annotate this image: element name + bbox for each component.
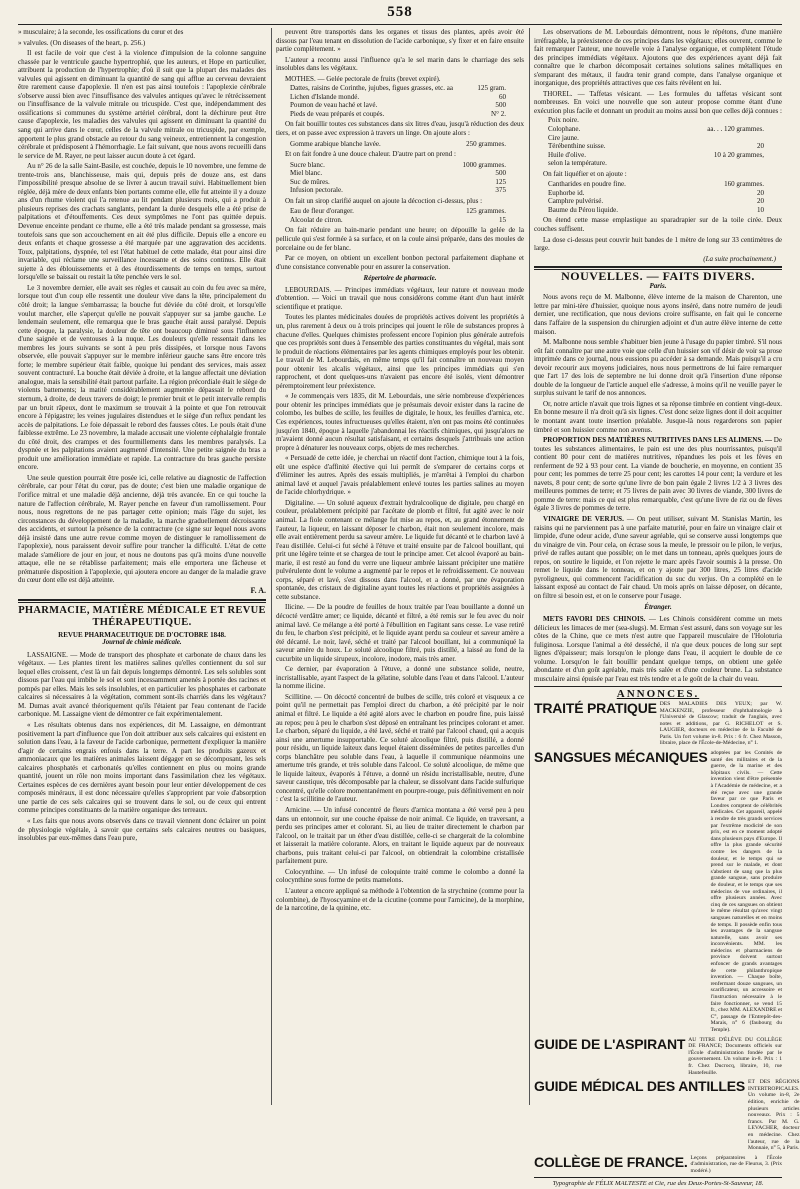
article-paragraph: Ilicine. — De la poudre de feuilles de houx traitée par l'eau bouillante a donné un décocté verdâtre amer; ce liquide, décanté et filtré, a été remis sur le feu avec du noir animal lavé. Ce mélange a été porté à l'ébullition en l'agitant sans cesse. Le vase retiré du feu, le charbon s'est précipité, et le liquide ayant perdu sa couleur et saveur amère a été décanté. Le noir, lavé, séché et traité par l'alcool bouillant, lui a communiqué la saveur amère du houx. Le soluté alcoolique filtré, puis distillé, a laissé au fond de la cucurbite un liquide sirupeux, incolore, inodore, mais très amer. [276, 603, 524, 663]
news-item-title: METS FAVORI DES CHINOIS. [543, 615, 646, 623]
advertisement [534, 701, 782, 747]
news-item-text: De toutes les substances alimentaires, le pain est une des plus nourrissantes, puisqu'il contient 80 pour cent de matières nutritives, répandues les pois et les fèves en renferment de 92 à 93 pour cent. La viande de boucherie, en moyenne, en contient 35 pour cent; les pommes de terre 25 pour cent; les carottes 14 pour cent; la verdure et les navets, 8 pour cent; de sorte qu'une livre de bon pain égale 2 livres 1/2 à 3 livres des meilleures pommes de terre; et 75 livres de pain avec 30 livres de viande, 300 livres de pomme de terre: mais ce qui est plus remarquable, c'est qu'une livre de riz ou de fèves égale 3 livres de pommes de terre. [534, 436, 782, 513]
ad-headline: COLLÈGE DE FRANCE. [534, 1153, 688, 1170]
article-paragraph: Le 3 novembre dernier, elle avait ses règles et causait au coin du feu avec sa mère, lorsque tout d'un coup elle ressentit une douleur vive dans la tête, principalement du côté droit; la langue s'embarrassa; la bouche fut déviée du côté droit, et lorsqu'elle voulut marcher, elle s'aperçut qu'elle ne pouvait s'appuyer sur sa jambe gauche. Le lendemain seulement, elle remarqua que le bras gauche était aussi paralysé. Depuis cette époque, la paralysie, la douleur de tête ont beaucoup diminué sous l'influence d'une saignée et de ventouses à la nuque. Les douleurs qu'elle ressentait dans les membres les jours suivants se sont à peu près dissipées, et lorsque nous l'avons observée, elle pouvait s'appuyer sur le membre inférieur gauche sans être encore très forte; le membre supérieur était faible, quoique lui pendant des services, mais assez souvent contracturé. La bouche était déviée à droite, et la langue affectait une déviation analogue, mais la sensibilité était partout parfaite. La région précordiale était le siège de violents battements; la matité considérablement augmentée dépassait le rebord du sternum, à droite, de deux travers de doigt; le premier bruit et le petit intervalle remplis par un bruit râpeux, dont le maximum se trouvait à la pointe et que l'on retrouvait encore à l'épigastre; les veines jugulaires distendues et le siège d'un reflux pendant les accès de palpitations. Le foie dépassait le rebord des fausses côtes. Le pouls était d'une faiblesse extrême. Le 23 novembre, la malade accusait une violente céphalalgie frontale du côté droit, des crampes et des fourmillements dans les membres paralysés. La dyspnée et les palpitations avaient augmenté d'intensité. Une petite saignée du bras a produit une amélioration immédiate et rapide. La contracture du bras gauche persiste encore. [18, 283, 266, 472]
ad-body: DES MALADIES DES YEUX; par W. MACKENZIE, professeur d'ophthalmologie à l'Université de Glascow; traduit de l'anglais, avec notes et additions, par G. RICHELOT et S. LAUGIER, docteurs en médecine de la Faculté de Paris. Un fort volume in-8. Prix : 6 fr. Chez Masson, libraire, place de l'École-de-Médecine, n° 1. [659, 700, 782, 747]
article-paragraph: On fait un sirop clarifié auquel on ajoute la décoction ci-dessus, plus : [285, 196, 483, 205]
article-paragraph: Au n° 26 de la salle Saint-Basile, est couchée, depuis le 10 novembre, une femme de trente-trois ans, blanchisseuse, mais qui, depuis près de douze ans, est dans l'impossibilité presque absolue de se livrer à aucun travail suivi. Habituellement bien réglée, déjà mère de deux enfants bien portants comme elle, elle fut atteinte il y a douze ans d'un rhume violent qui l'a retenue au lit pendant plusieurs mois, qui a produit à plusieurs reprises des crachats sanglants, pendant la durée desquels elle a été prise de palpitations et d'étouffements. Ces deux symptômes ne l'ont pas quittée depuis. Devenue enceinte pendant ce rhume, elle a été très malade pendant sa grossesse, mais toutefois sans que son accouchement en ait été plus difficile. Depuis elle a encore eu deux enfants et chaque grossesse a été marquée par une aggravation des accidents. Toux, palpitations, dyspnée, tel est l'état habituel de cette malade, état pour ainsi dire invariable, qui réclame une surveillance incessante et des soins continus. Elle était sujette à des éblouissements et à des étourdissements de temps en temps, surtout lorsqu'elle se baissait ou restait la tête penchée vers le sol. [18, 162, 266, 282]
news-item [534, 615, 782, 683]
recipe-row: Pieds de veau préparés et coupés. N° 2. [290, 109, 506, 118]
article-paragraph: La dose ci-dessus peut couvrir huit bandes de 1 mètre de long sur 33 centimètres de large. [534, 235, 782, 253]
recipe-list [290, 161, 524, 195]
recipe-row: Cantharides en poudre fine. 160 grammes. [548, 180, 764, 189]
advertisement [534, 1155, 782, 1175]
article-paragraph: L'auteur a encore appliqué sa méthode à l'obtention de la strychnine (comme pour la colombine), de l'hyoscyamine et de la cicutine (comme pour l'arnicine), de la morphine, de la narcotine, de la quinine, etc. [276, 886, 524, 913]
advertisement [534, 750, 782, 1034]
subsection-title: REVUE PHARMACEUTIQUE DE D'OCTOBRE 1848. [58, 630, 226, 639]
recipe-row: Eau de fleur d'oranger. 125 grammes. [290, 207, 506, 216]
recipe-list [548, 116, 782, 167]
article-paragraph: Nous avons reçu de M. Malbonne, élève interne de la maison de Charenton, une lettre par mini-tère d'huissier, quoique nous ayons inséré, dans notre numéro de jeudi dernier, une rectification, que nous devions croire suffisante, en fait qui le concerne dans l'affaire de la suspension du chirurgien adjoint et d'un autre élève interne de cette maison. [534, 293, 782, 336]
news-item [534, 515, 782, 600]
location-heading: Paris. [649, 281, 667, 290]
article-paragraph: Digitaline. — Un soluté aqueux d'extrait hydralcoolique de digitale, peu chargé en couleur, préalablement précipité par l'acétate de plomb et filtré, fut agité avec le noir animal. La fiole contenant ce mélange fut mise au repos, et, au grand étonnement de l'auteur, la liqueur, en laissant déposer le charbon, était non seulement incolore, mais elle avait entièrement perdu sa saveur amère. Le liquide fut décanté et le charbon lavé à l'eau distillée. Celui-ci fut séché à l'étuve et traité ensuite par de l'alcool bouillant, qui prit une légère teinte et se chargea de tout le principe amer. Cet alcool évaporé au bain-marie, il est resté au fond du verre une liqueur ambrée laissant précipiter une matière pulvérulente dont le volume a augmenté par le repos et le refroidissement. Ce nouveau corps, séparé et lavé, s'est dissous dans l'alcool, et a donné, par une évaporation spontanée, des cristaux de digitaline ayant toutes les réactions et propriétés assignées à cette substance. [276, 498, 524, 601]
subsection-title: Répertoire de pharmacie. [363, 274, 437, 283]
announcements-title: ANNONCES. [616, 688, 700, 701]
recipe-row: Suc de mûres. 125 [290, 177, 506, 186]
article-paragraph: Une seule question pourrait être posée ici, celle relative au diagnostic de l'affection cérébrale, car pour l'état du cœur, pas de doute; c'est bien une maladie organique de l'orifice mitral et une maladie déjà ancienne, déjà très avancée. En ce qui touche la nature de l'affection cérébrale, M. Rayer penche en faveur d'un ramollissement. Pour nous, nous regrettons de ne pas partager cette opinion; mais l'âge du sujet, les circonstances du développement de la maladie, la marche graduellement décroissante des accidents, et surtout la présence de la contracture (ce signe sur lequel nous avons déjà insisté dans une autre revue comme moyen de distinguer le ramollissement de l'apoplexie), nous paraissent devoir suffire pour trancher la difficulté. L'état de cette malade s'améliore de jour en jour, et nous ne doutons pas qu'à moins d'une nouvelle attaque, elle ne se rétablisse parfaitement; mais elle emportera une fâcheuse et prématurée disposition à l'apoplexie, qui ajoutera encore au danger de la maladie grave du cœur dont elle est déjà atteinte. [18, 473, 266, 585]
article-paragraph: On fait liquéfier et on ajoute : [543, 169, 627, 178]
recipe-list [290, 84, 524, 118]
recipe-list [290, 207, 524, 224]
article-paragraph: On étend cette masse emplastique au sparadrapier sur de la toile cirée. Deux couches suffisent. [534, 216, 782, 234]
news-item [534, 436, 782, 513]
recipe-title: THOREL. — Taffetas vésicant. — Les formules du taffetas vésicant sont nombreuses. En voici une nouvelle que son auteur propose comme étant d'une exécution plus facile et donnant un produit au moins aussi bon que celles déjà connues : [534, 89, 782, 115]
recipe-row: Baume du Pérou liquide. 10 [548, 205, 764, 214]
recipe-row: Poix noire. [548, 116, 579, 125]
article-paragraph: « Les résultats obtenus dans nos expériences, dit M. Lassaigne, en démontrant positivement la part d'influence que l'on doit attribuer aux sels calcaires qui existent en solution dans l'eau, à la faveur de l'acide carbonique, permettent d'expliquer la manière d'agir de certains engrais enfouis dans la terre. A part les produits gazeux et ammoniacaux que les matières animales laissent dégager en se décomposant, les sels calcaires phosphatés et carbonatés qu'elles contiennent en plus ou moins grande quantité, jouent un rôle non moins important dans l'assimilation chez les végétaux. Certaines espèces de ces dernières ayant besoin pour leur entier développement de ces composés minéraux, il est donc nécessaire qu'elles s'approprient par voie d'absorption une partie de ces sels calcaires qui se trouvent dans le sol, ou de ceux qui entrent comme principes constituants de la matière organique des terreaux. [18, 721, 266, 815]
top-rule [18, 24, 782, 25]
ad-body: AU TITRE D'ÉLÈVE DU COLLÈGE DE FRANCE; Documents officiels sur l'École d'administration fondée par le gouvernement. Un volume in-8. Prix : 1 fr. Chez Ducrocq, libraire, 10, rue Hautefeuille. [688, 1036, 782, 1076]
recipe-row: Colophane. aa. . . 120 grammes. [548, 125, 764, 134]
article-paragraph: Arnicine. — Un infusé concentré de fleurs d'arnica montana a été versé peu à peu dans un entonnoir, sur une couche épaisse de noir animal. Ce liquide, en traversant, a perdu ses principes amer et colorant. Si, au lieu de traiter directement le charbon par l'alcool, on le traitait par un éther d'eau distillée, celle-ci se chargerait de la colombine et laisserait la matière colorante. Alors, en traitant le liquide aqueux par de nouveaux charbons, puis traitant celui-ci par l'alcool, on obtiendrait la colombine cristallisée parfaitement pure. [276, 806, 524, 866]
advertisement [534, 1078, 800, 1152]
article-paragraph: « Je commençais vers 1835, dit M. Lebourdais, une série nombreuse d'expériences pour obtenir les principes immédiats que je présumais devoir exister dans la racine de colombo, les bulbes de scille, les feuilles de digitale, le houx, les feuilles d'arnica, etc. Ces expériences, toutes infructueuses qu'elles étaient, n'en ont pas moins été continuées jusqu'en 1840, époque à laquelle j'abandonnai les réactifs chimiques, qui jusqu'alors ne m'avaient donné aucun résultat satisfaisant, et certains desquels j'attribuais une action propre à dénaturer les nouveaux corps, objets de mes recherches. [276, 392, 524, 452]
article-paragraph: LASSAIGNE. — Mode de transport des phosphate et carbonate de chaux dans les végétaux. — Les plantes tirent les matières salines qu'elles contiennent du sol sur lequel elles croissent, c'est là un fait depuis longtemps démontré. Les sels solubles sont dissous par l'eau qui imbibe le sol et sont incessamment amenés à portée des racines et pompés par elles. Mais les sels insolubles, et en particulier les phosphates et carbonate calcaires si nécessaires à la végétation, comment sont-ils charriés dans les végétaux? M. Dumas avait avancé théoriquement qu'ils l'étaient par l'eau contenant de l'acide carbonique. M. Lassaigne vient de démontrer ce fait expérimentalement. [18, 650, 266, 719]
column-3 [534, 28, 800, 1188]
news-item-title: VINAIGRE DE VERJUS. [543, 514, 624, 523]
article-paragraph: Scillitine. — On décocté concentré de bulbes de scille, très coloré et visqueux a ce point qu'il ne permettait pas l'emploi direct du charbon, a été précipité par le noir animal et filtré. Le liquide a été agité alors avec le charbon en poudre fine, puis laissé au repos; peu à peu le charbon s'est déposé en entraînant les principes colorant et amer. Le charbon, séparé du liquide, a été lavé, séché et traité par l'alcool chaud, qui a acquis ainsi une amertume insupportable. Ce soluté alcoolique filtré, puis distillé, a donné pour résidu, un liquide laiteux dans lequel étaient disséminées de petites parcelles d'un corps blanchâtre peu soluble dans l'eau, à laquelle il communique néanmoins une amertume très grande, et très soluble dans l'alcool. Ce soluté alcoolique, de même que le liquide laiteux, évaporés à l'étuve, a donné un résidu incristallisable, neutre, d'une saveur caustique, très décomposable par la chaleur, se dissolvant dans l'acide sulfurique concentré, qu'elle colore momentanément en pourpre-rouge, puis définitivement en noir : c'est la scillitine de l'auteur. [276, 692, 524, 804]
ad-headline: GUIDE DE L'ASPIRANT [534, 1035, 686, 1052]
article-paragraph: Et on fait fondre à une douce chaleur. D'autre part on prend : [285, 150, 456, 159]
quote-line: » valvules. (On diseases of the heart, p. 256.) [18, 38, 146, 47]
section-rule [18, 599, 266, 603]
author-signature: F. A. [250, 586, 266, 595]
article-paragraph: Ce dernier, par évaporation à l'étuve, a donné une substance solide, neutre, incristallisable, ayant l'aspect de la gélatine, soluble dans l'eau et dans l'alcool. L'auteur la nomme ilicine. [276, 665, 524, 691]
recipe-row: Sucre blanc. 1000 grammes. [290, 160, 506, 169]
recipe-row: Cire jaune. [548, 133, 579, 142]
article-paragraph: L'auteur a reconnu aussi l'influence qu'a le sel marin dans le charriage des sels insolubles dans les végétaux. [276, 55, 524, 73]
news-item-text: — On peut utiliser, suivant M. Stanislas Martin, les raisins qui ne parviennent pas à une parfaite maturité, pour en faire un vinaigre clair et limpide, d'une odeur acide, d'une saveur agréable, qui se conserve aussi longtemps que du vinaigre de vin. Pour cela, on écrase sous la meule, le pressoir ou le pilon, le verjus, privé de rafles autant que possible; on le met dans un tonneau, après quelques jours de repos, on soutire le liquide, et l'on rejette le marc après l'avoir soumis à la presse. On remet le liquide dans le tonneau, et on y ajoute par 300 litres, 25 litres d'acide pyroligneux, qui commencent l'acidification du suc du verjus. On a complété en le laissant exposé au contact de l'air chaud. Un mois après on laisse déposer, on décante, on filtre si besoin est, et on le conserve pour l'usage. [534, 514, 782, 600]
section-title: PHARMACIE, MATIÈRE MÉDICALE ET REVUE THÉRAPEUTIQUE. [18, 604, 266, 628]
journal-title: Journal de chimie médicale. [102, 639, 182, 647]
recipe-row: Gomme arabique blanche lavée. 250 grammes. [290, 139, 506, 148]
section-rule [534, 686, 782, 687]
quote-line: » musculaire; à la seconde, les ossifications du cœur et des [18, 28, 184, 36]
article-paragraph: On fait réduire au bain-marie pendant une heure; on dépouille la gelée de la pellicule qui s'est formée à sa surface, et on la coule ainsi préparée, dans des moules de porcelaine ou de fer blanc. [276, 226, 524, 252]
location-heading: Étranger. [644, 603, 672, 612]
article-paragraph: M. Malbonne nous semble s'habituer bien jeune à l'usage du papier timbré. S'il nous eût fait connaître par une autre voie que celle d'un huissier son vif désir de voir sa prose imprimée dans ce journal, nous eussions pu accéder à sa demande. Mais puisqu'il a cru devoir recourir aux moyens judiciaires, nous nous permettrons de lui faire remarquer que l'art 17 des lois de septembre ne lui donne droit qu'à l'insertion d'une réponse double de la longueur de l'article auquel elle s'adresse, à moins qu'il ne veuille payer le surplus suivant le tarif de nos annonces. [534, 338, 782, 398]
ad-body: ET DES RÉGIONS INTERTROPICALES. Un volume in-8, 2e édition, enrichie de plusieurs articles nouveaux. Prix : 5 francs. Par M. G. LEVACHER, docteur en médecine. Chez l'auteur, rue de la Monnaie, n° 5, à Paris. [748, 1079, 800, 1152]
article-paragraph: « Persuadé de cette idée, je cherchai un réactif dont l'action, chimique tout à la fois, eût une espèce d'affinité élective qui lui permît de s'emparer de certains corps et d'éliminer les autres. Après des essais multipliés, je m'arrêtai à l'emploi du charbon animal lavé et auquel j'avais préalablement enlevé toutes les parties salines au moyen de l'acide chlorhydrique. » [276, 454, 524, 497]
article-paragraph: Or, notre article n'avait que trois lignes et sa réponse timbrée en contient vingt-deux. En bonne mesure il n'a droit qu'à six lignes. C'est donc seize lignes dont il doit acquitter le montant avant toute insertion préalable. Jusque-là nous regarderons son papier timbré et son huissier comme non avenus. [534, 399, 782, 434]
advertisement [534, 1037, 782, 1077]
recipe-row: Euphorbe id. 20 [548, 188, 764, 197]
column-1 [18, 28, 266, 1107]
article-paragraph: peuvent être transportés dans les organes et tissus des plantes, après avoir été dissous par l'eau tenant en dissolution de l'acide carbonique, s'y fixer et en faire ensuite partie complètement. » [276, 28, 524, 54]
article-paragraph: Les observations de M. Lebourdais démontrent, nous le répétons, d'une manière irréfragable, la préexistence de ces principes dans les végétaux; elles ouvrent, comme le fait remarquer l'auteur, une nouvelle voie à l'analyse organique, et complètent l'étude des principes immédiats végétaux. Ajoutons que des expériences ayant déjà fait connaître que le charbon décomposait certaines solutions salines métalliques en s'emparant des métaux, il faudra tenir grand compte, dans l'analyse organique et inorganique, des propriétés attractives que ces faits révèlent en lui. [534, 28, 782, 88]
column-2 [276, 28, 524, 1107]
recipe-list [548, 180, 782, 214]
recipe-row: Poumon de veau haché et lavé. 500 [290, 101, 506, 110]
recipe-row: Alcoolat de citron. 15 [290, 215, 506, 224]
article-paragraph: « Les faits que nous avons observés dans ce travail viennent donc éclairer un point de physiologie végétale, à savoir que certains sels calcaires neutres ou basiques, insolubles par eux-mêmes dans l'eau pure, [18, 817, 266, 843]
ad-body: adoptées par les Comités de santé des militaires et de la guerre, de la marine et des hôpitaux civils. — Cette invention vient d'être présentée à l'Académie de médecine, et a été reçue avec une grande faveur par ce que Paris et Londres comptent de célébrités médicales. Cet appareil, appelé à rendre de très grands services par l'extrême modicité de son prix, est en ce moment adopté dans plusieurs pays d'Europe. Il offre la plus grande sécurité contre les dangers de la douleur, et le temps qui se prend sur le malade, et dont s'abstient de sang que la plus grande sangsue, sans produire de douleur, et le temps que ses médecins de vue ordinaires, il offre plusieurs années. Avec cinq de ces sangsues on obtient le même résultat qu'avec vingt sangsues naturelles et en moins de temps. Il possède enfin tous les avantages de la sangsue naturelle, sans avoir ses inconvénients. MM. les médecins et pharmaciens de province doivent surtout enfoncer de grands avantages de cette philanthropique invention. — Chaque boîte, renfermant douze sangsues, un scarificateur, un accessoire et l'instruction nécessaire à le faire fonctionner, se vend 15 fr., chez MM. ALEXANDRE et C°, passage de l'Entrepôt-des-Marais, n° 6 (faubourg du Temple). [710, 750, 782, 1034]
article-paragraph: Colocynthine. — Un infusé de coloquinte traité comme le colombo a donné la colocynthine sous forme de petits mamelons. [276, 867, 524, 885]
recipe-row: Infusion pectorale. 375 [290, 186, 506, 195]
ad-headline: TRAITÉ PRATIQUE [534, 699, 657, 716]
news-item-title: PROPORTION DES MATIÈRES NUTRITIVES DANS LES ALIMENS. — [543, 436, 772, 445]
recipe-row: Miel blanc. 500 [290, 169, 506, 178]
recipe-row: Camphre pulvérisé. 20 [548, 197, 764, 206]
printer-imprint: Typographie de FÉLIX MALTESTE et Cie, rue des Deux-Portes-St-Sauveur, 18. [534, 1177, 782, 1189]
ad-body: Leçons préparatoires à l'École d'administration, rue de Fleurus, 3. (Prix modéré.) [690, 1154, 782, 1174]
recipe-list [290, 140, 524, 149]
recipe-row: Lichen d'Islande mondé. 60 [290, 92, 506, 101]
to-be-continued: (La suite prochainement.) [703, 254, 776, 263]
recipe-title: MOTHES. — Gelée pectorale de fruits (brevet expiré). [285, 74, 441, 83]
page-number: 558 [387, 4, 413, 20]
recipe-row: Térébenthine suisse. 20 [548, 142, 764, 151]
recipe-row: Huile d'olive. 10 à 20 grammes, [548, 150, 764, 159]
article-paragraph: LEBOURDAIS. — Principes immédiats végétaux, leur nature et nouveau mode d'obtention. — Voici un travail que nous considérons comme étant d'un haut intérêt scientifique et pratique. [276, 285, 524, 311]
column-divider [271, 28, 272, 1105]
article-paragraph: Par ce moyen, on obtient un excellent bonbon pectoral parfaitement diaphane et d'une consistance convenable pour en assurer la conservation. [276, 254, 524, 271]
news-section-title: NOUVELLES. — FAITS DIVERS. [561, 269, 755, 284]
news-item-text: — Les Chinois considèrent comme un mets délicieux les limaces de mer (sea-slugs). M. Erman s'est assuré, dans son voyage sur les côtes de la Chine, que ce mets n'est autre que l'appareil musculaire de l'Holoturia fuliginosa. Lorsque l'animal a été desséché, il n'a que deux pouces de long sur sept lignes d'épaisseur; mais lorsqu'on le plonge dans l'eau, il acquiert le double de ce volume. Lorsqu'on le fait bouillir pendant quelque temps, on obtient une gelée abondante et d'un goût agréable, mais très salée et d'une couleur brune. La substance musculaire ainsi épuisée par l'eau est très tendre et a le goût de la chair du veau. [534, 615, 782, 683]
ad-headline: SANGSUES MÉCANIQUES [534, 749, 708, 766]
ad-headline: GUIDE MÉDICAL DES ANTILLES [534, 1078, 746, 1095]
article-paragraph: Il est facile de voir que c'est à la violence d'impulsion de la colonne sanguine chassée par le ventricule gauche hypertrophié, que les auteurs, et Hope en particulier, attribuent la production de l'hypertrophie; d'où il suit que la plupart des malades des valvules qui agissent en diminuant la quantité de sang qui afflue au cerveau devraient être rarement cause d'apoplexie. Il n'en est pas ainsi toutefois : l'apoplexie cérébrale s'observe aussi bien avec l'insuffisance des valvules antiques qu'avec le rétrécissement ou l'insuffisance de la valvule mitrale ou tricuspide. C'est que, indépendamment des ossifications si communes du système artériel cérébral, dont la déchirure peut être cause d'apoplexie, les maladies des valvules qui agissent en diminuant la quantité du sang qui arrive dans le cœur, celles de la valvule mitrale ou tricuspide, par exemple, apportent le plus grand obstacle au retour du sang veineux, entretiennent la congestion cérébrale et prédisposent à l'hémorrhagie. Le fait suivant, que nous avons recueilli dans le service de M. Rayer, ne peut laisser aucun doute à cet égard. [18, 49, 266, 160]
recipe-row: selon la température. [548, 159, 607, 168]
recipe-row: Dattes, raisins de Corinthe, jujubes, figues grasses, etc. aa 125 gram. [290, 84, 506, 93]
article-paragraph: Toutes les plantes médicinales douées de propriétés actives doivent les propriétés à un, plus rarement à deux ou à trois principes qui jouent le rôle de substances propres à chacune d'elles. Quelques chimistes professent encore l'opinion plus générale autrefois que ces propriétés sont dues à l'ensemble des parties constituantes du végétal, mais sont le produit de réactions élémentaires par les agents chimiques employés pour les obtenir. Le travail de M. Lebourdais, en même temps qu'il fait connaître un nouveau moyen pour obtenir les alcalis végétaux, ainsi que les principes immédiats qui s'en rapprochent, et dont quelques-uns n'avaient pas encore été isolés, vient démontrer péremptoirement leur préexistence. [276, 313, 524, 390]
article-paragraph: On fait bouillir toutes ces substances dans six litres d'eau, jusqu'à réduction des deux tiers, et on passe avec expression à travers un linge. On ajoute alors : [276, 120, 524, 138]
column-divider [529, 28, 530, 1105]
